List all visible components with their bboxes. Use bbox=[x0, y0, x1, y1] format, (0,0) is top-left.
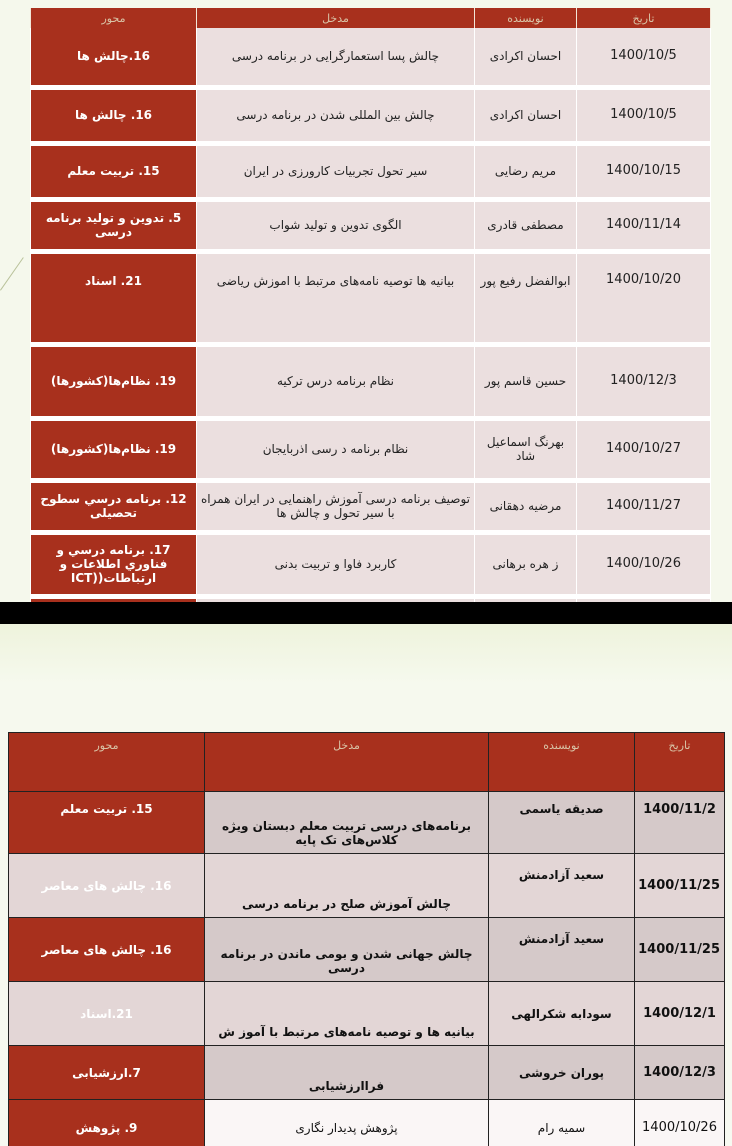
table-row bbox=[31, 87, 711, 143]
entry-cell: سیر تحول تجربیات کارورزی در ایران bbox=[197, 143, 475, 199]
entry-cell: فراارزشیابی bbox=[205, 1046, 489, 1100]
axis-cell: 15. تربیت معلم bbox=[31, 143, 197, 199]
date-cell: 1400/10/20 bbox=[577, 251, 711, 344]
entry-cell: توصیف برنامه درسی آموزش راهنمایی در ایران همراه با سیر تحول و چالش ها bbox=[197, 480, 475, 532]
table-row bbox=[9, 918, 725, 982]
author-cell: پوران خروشی bbox=[489, 1046, 635, 1100]
axis-cell: 5. تدوین و تولید برنامه درسی bbox=[31, 199, 197, 251]
table-row bbox=[31, 28, 711, 87]
author-cell: مرضیه دهقانی bbox=[475, 480, 577, 532]
table-row bbox=[9, 982, 725, 1046]
table-row bbox=[9, 854, 725, 918]
entry-cell: چالش جهانی شدن و بومی ماندن در برنامه درسی bbox=[205, 918, 489, 982]
entry-cell: الگوی تدوین و تولید شواب bbox=[197, 199, 475, 251]
axis-cell: 15. تربیت معلم bbox=[9, 792, 205, 854]
date-cell: 1400/12/1 bbox=[635, 982, 725, 1046]
table-row bbox=[31, 418, 711, 480]
author-cell: مریم رضایی bbox=[475, 143, 577, 199]
axis-cell: 12. برنامه درسي سطوح تحصیلی bbox=[31, 480, 197, 532]
date-cell: 1400/10/26 bbox=[577, 532, 711, 596]
axis-cell: 16. چالش های معاصر bbox=[9, 918, 205, 982]
table-row bbox=[31, 344, 711, 418]
header-axis: محور bbox=[9, 733, 205, 792]
header-date: تاریخ bbox=[635, 733, 725, 792]
header-row bbox=[31, 8, 711, 28]
date-cell: 1400/10/26 bbox=[635, 1100, 725, 1146]
entry-cell: پژوهش پدیدار نگاری bbox=[205, 1100, 489, 1146]
table-row bbox=[31, 532, 711, 596]
entry-cell: نظام برنامه د رسی اذربایجان bbox=[197, 418, 475, 480]
author-cell: بهرنگ اسماعیل شاد bbox=[475, 418, 577, 480]
author-cell: حسین قاسم پور bbox=[475, 344, 577, 418]
date-cell: 1400/11/25 bbox=[635, 918, 725, 982]
entry-cell: برنامه‌های درسی تربیت معلم دبستان ویژه کلاس‌های تک پایه bbox=[205, 792, 489, 854]
table-row bbox=[9, 1100, 725, 1146]
author-cell: سعید آزادمنش bbox=[489, 854, 635, 918]
date-cell: 1400/12/3 bbox=[635, 1046, 725, 1100]
header-row bbox=[9, 733, 725, 792]
table-row bbox=[9, 1046, 725, 1100]
table-bottom bbox=[8, 732, 725, 1146]
author-cell: احسان اکرادی bbox=[475, 87, 577, 143]
header-date: تاریخ bbox=[577, 8, 711, 28]
date-cell: 1400/10/5 bbox=[577, 28, 711, 87]
header-entry: مدخل bbox=[197, 8, 475, 28]
axis-cell: 19. نظام‌ها(کشورها) bbox=[31, 418, 197, 480]
axis-cell: 21. اسناد bbox=[31, 251, 197, 344]
axis-cell: 16.چالش ها bbox=[31, 28, 197, 87]
header-author: نویسنده bbox=[475, 8, 577, 28]
date-cell: 1400/10/27 bbox=[577, 418, 711, 480]
author-cell: سعید آزادمنش bbox=[489, 918, 635, 982]
entry-cell: بیانیه ها و توصیه نامه‌های مرتبط با آموز ش bbox=[205, 982, 489, 1046]
decorative-line bbox=[0, 257, 24, 290]
entry-cell: چالش آموزش صلح در برنامه درسی bbox=[205, 854, 489, 918]
table-row bbox=[9, 792, 725, 854]
date-cell: 1400/10/15 bbox=[577, 143, 711, 199]
date-cell: 1400/12/3 bbox=[577, 344, 711, 418]
axis-cell: 16. چالش ها bbox=[31, 87, 197, 143]
author-cell: سودابه شکرالهی bbox=[489, 982, 635, 1046]
date-cell: 1400/11/14 bbox=[577, 199, 711, 251]
entry-cell: چالش بین المللی شدن در برنامه درسی bbox=[197, 87, 475, 143]
entry-cell: نظام برنامه درس ترکیه bbox=[197, 344, 475, 418]
table-row bbox=[31, 251, 711, 344]
table-row bbox=[31, 199, 711, 251]
date-cell: 1400/11/2 bbox=[635, 792, 725, 854]
author-cell: احسان اکرادی bbox=[475, 28, 577, 87]
author-cell: ز هره برهانی bbox=[475, 532, 577, 596]
slide-bottom bbox=[0, 624, 732, 1146]
entry-cell: چالش پسا استعمارگرایی در برنامه درسی bbox=[197, 28, 475, 87]
axis-cell: 19. نظام‌ها(کشورها) bbox=[31, 344, 197, 418]
header-axis: محور bbox=[31, 8, 197, 28]
date-cell: 1400/11/27 bbox=[577, 480, 711, 532]
axis-cell: 7.ارزشیابی bbox=[9, 1046, 205, 1100]
entry-cell: کاربرد فاوا و تربیت بدنی bbox=[197, 532, 475, 596]
author-cell: ابوالفضل رفیع پور bbox=[475, 251, 577, 344]
author-cell: صدیقه یاسمی bbox=[489, 792, 635, 854]
screenshot-divider bbox=[0, 602, 732, 624]
table-row bbox=[31, 480, 711, 532]
header-entry: مدخل bbox=[205, 733, 489, 792]
author-cell: مصطفی قادری bbox=[475, 199, 577, 251]
axis-cell: 9. پژوهش bbox=[9, 1100, 205, 1146]
date-cell: 1400/10/5 bbox=[577, 87, 711, 143]
entry-cell: بیانیه ها توصیه نامه‌های مرتبط با اموزش ریاضی bbox=[197, 251, 475, 344]
author-cell: سمیه رام bbox=[489, 1100, 635, 1146]
axis-cell: 21.اسناد bbox=[9, 982, 205, 1046]
axis-cell: 16. چالش های معاصر bbox=[9, 854, 205, 918]
header-author: نویسنده bbox=[489, 733, 635, 792]
date-cell: 1400/11/25 bbox=[635, 854, 725, 918]
table-row bbox=[31, 143, 711, 199]
axis-cell: 17. برنامه درسي و فناوري اطلاعات و ارتباطات((ICT bbox=[31, 532, 197, 596]
table-top bbox=[30, 8, 711, 602]
